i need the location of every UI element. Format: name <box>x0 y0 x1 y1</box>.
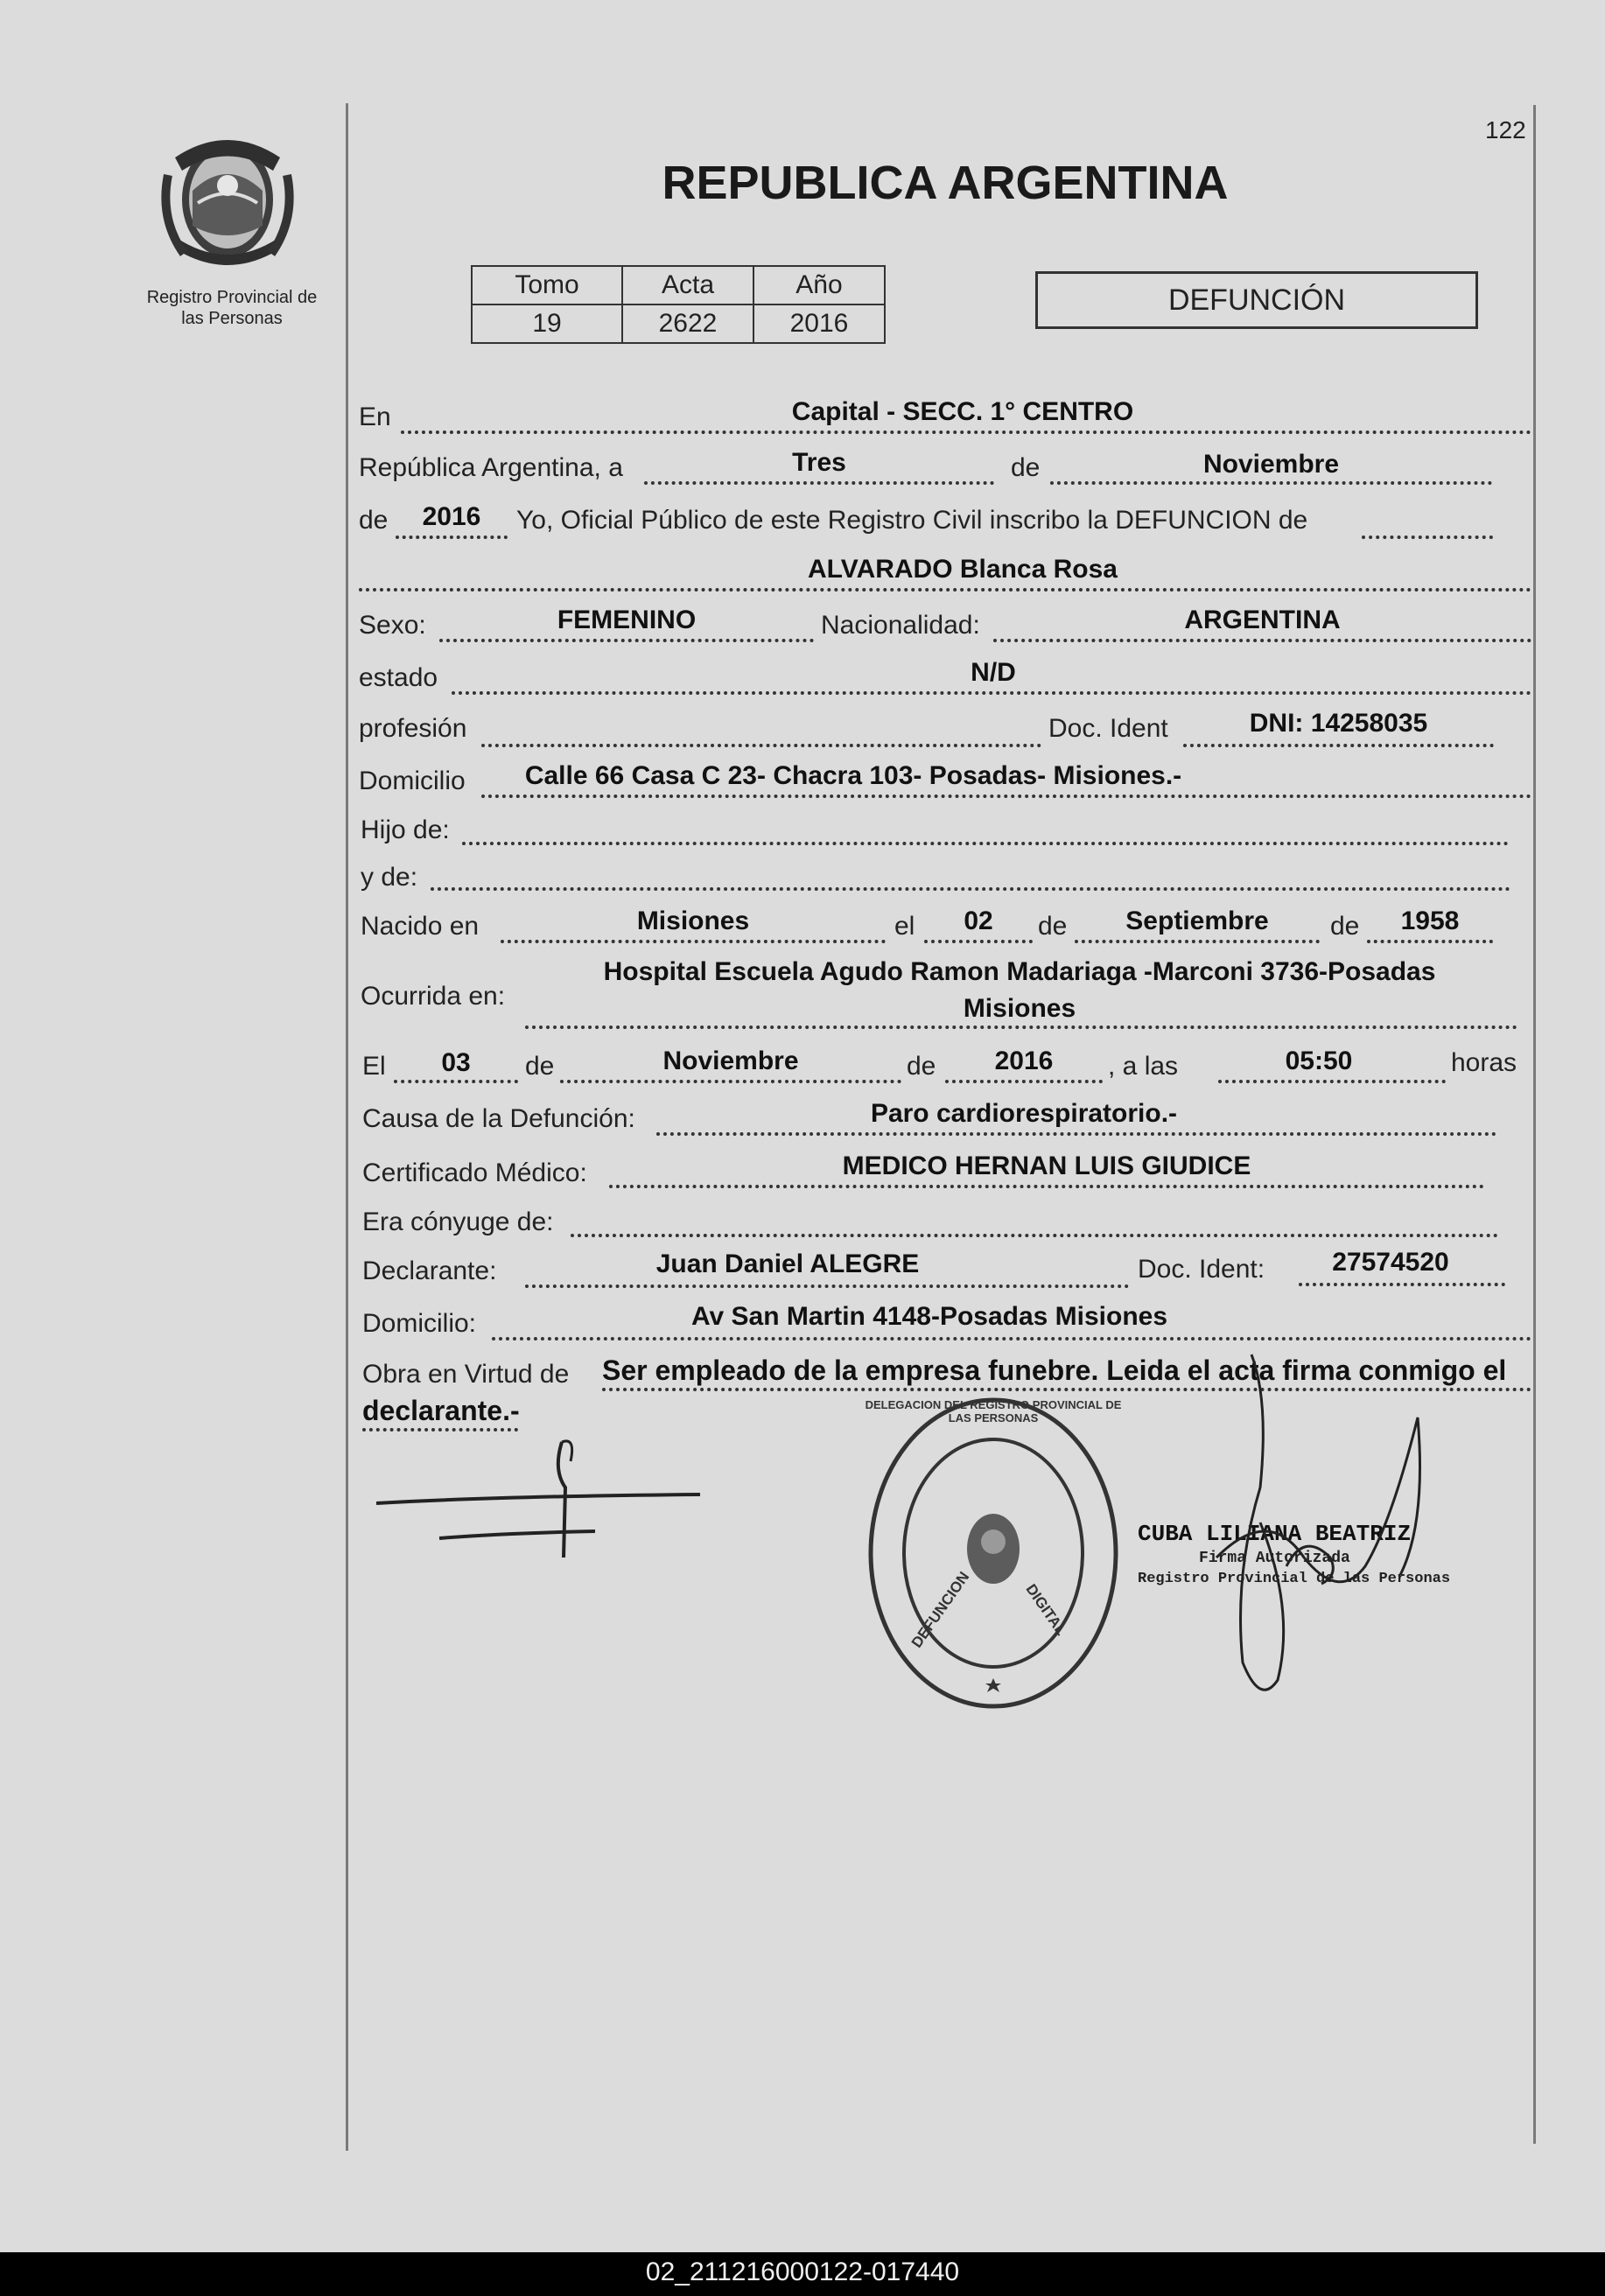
line-lugar <box>401 430 1531 434</box>
line-nombre <box>359 588 1531 592</box>
line-hijo-de <box>462 842 1509 845</box>
label-estado: estado <box>359 663 438 692</box>
label-el-def: El <box>362 1052 386 1081</box>
line-declarante <box>525 1284 1129 1288</box>
label-causa: Causa de la Defunción: <box>362 1104 635 1133</box>
line-domicilio <box>481 794 1531 798</box>
value-mes: Noviembre <box>1202 450 1340 479</box>
record-table <box>471 265 886 344</box>
table-value-anio: 2016 <box>753 304 885 343</box>
page-number: 122 <box>1485 116 1526 144</box>
line-def-hora <box>1218 1080 1446 1083</box>
value-anio: 2016 <box>422 502 481 531</box>
table-header-anio: Año <box>753 266 885 304</box>
label-obra: Obra en Virtud de <box>362 1360 570 1389</box>
label-hijo-de: Hijo de: <box>361 816 450 844</box>
line-nacido-anio <box>1367 940 1493 943</box>
label-doc-ident: Doc. Ident <box>1048 714 1168 743</box>
statement-text: Yo, Oficial Público de este Registro Civil inscribo la DEFUNCION de <box>516 506 1308 535</box>
registry-line-2: las Personas <box>181 309 283 328</box>
official-stamp <box>862 1391 1125 1715</box>
value-nacionalidad: ARGENTINA <box>1184 606 1341 634</box>
value-obra-1: Ser empleado de la empresa funebre. Leida el acta firma conmigo el <box>602 1354 1507 1386</box>
table-value-tomo: 19 <box>472 304 622 343</box>
label-declarante-doc: Doc. Ident: <box>1138 1255 1265 1284</box>
line-domicilio-declarante <box>492 1337 1531 1340</box>
label-de-anio: de <box>359 506 389 535</box>
label-certificado: Certificado Médico: <box>362 1158 587 1187</box>
label-horas: horas <box>1451 1048 1517 1077</box>
left-margin-line <box>346 103 348 2151</box>
table-header-tomo: Tomo <box>472 266 622 304</box>
label-nacionalidad: Nacionalidad: <box>821 611 980 640</box>
label-el-nacido: el <box>894 912 915 941</box>
value-declarante-doc: 27574520 <box>1332 1248 1449 1277</box>
declarant-signature <box>368 1435 718 1566</box>
page-title: REPUBLICA ARGENTINA <box>662 157 1229 209</box>
line-y-de <box>431 887 1510 891</box>
value-nacido-dia: 02 <box>964 906 993 935</box>
value-def-mes: Noviembre <box>662 1046 799 1075</box>
table-header-acta: Acta <box>622 266 753 304</box>
label-de-def-mes: de <box>525 1052 555 1081</box>
signatory-role: Firma Autorizada <box>1199 1550 1350 1567</box>
line-estado <box>452 691 1531 695</box>
line-nacido-dia <box>924 940 1033 943</box>
value-nombre: ALVARADO Blanca Rosa <box>808 555 1118 584</box>
label-ocurrida: Ocurrida en: <box>361 982 506 1011</box>
value-nacido-anio: 1958 <box>1400 906 1460 935</box>
label-nacido-en: Nacido en <box>361 912 480 941</box>
table-value-acta: 2622 <box>622 304 753 343</box>
official-signature <box>1164 1348 1444 1715</box>
value-domicilio-declarante: Av San Martin 4148-Posadas Misiones <box>690 1302 1168 1331</box>
value-doc: DNI: 14258035 <box>1249 709 1428 738</box>
stamp-inner-right: DIGITAL <box>1022 1580 1070 1639</box>
line-certificado <box>609 1185 1484 1188</box>
label-de-mes: de <box>1011 453 1041 482</box>
value-nacido-lugar: Misiones <box>636 906 750 935</box>
value-dia: Tres <box>792 448 846 477</box>
line-ocurrida <box>525 1026 1517 1029</box>
footer-code: 02_211216000122-017440 <box>645 2258 960 2286</box>
label-en: En <box>359 402 391 431</box>
value-lugar: Capital - SECC. 1° CENTRO <box>791 397 1134 426</box>
right-margin-line <box>1533 105 1536 2144</box>
line-def-anio <box>945 1080 1103 1083</box>
line-def-mes <box>560 1080 901 1083</box>
line-declarante-doc <box>1299 1283 1505 1286</box>
line-nacionalidad <box>993 639 1531 642</box>
line-conyuge <box>571 1234 1498 1237</box>
line-def-dia <box>394 1080 518 1083</box>
line-mes <box>1050 481 1492 485</box>
value-obra-2: declarante.- <box>362 1395 520 1426</box>
line-doc <box>1183 744 1494 747</box>
value-domicilio: Calle 66 Casa C 23- Chacra 103- Posadas- Misiones.- <box>524 761 1182 790</box>
value-def-hora: 05:50 <box>1285 1046 1353 1075</box>
line-profesion <box>481 744 1041 747</box>
line-sexo <box>439 639 814 642</box>
record-type-box: DEFUNCIÓN <box>1035 271 1478 329</box>
value-def-dia: 03 <box>441 1048 471 1077</box>
label-de-nacido-mes: de <box>1038 912 1068 941</box>
value-estado: N/D <box>971 658 1016 687</box>
label-sexo: Sexo: <box>359 611 426 640</box>
label-y-de: y de: <box>361 863 418 892</box>
value-nacido-mes: Septiembre <box>1125 906 1269 935</box>
label-domicilio-declarante: Domicilio: <box>362 1309 477 1338</box>
line-dia <box>644 481 994 485</box>
line-obra-2 <box>362 1428 518 1432</box>
line-statement-end <box>1362 536 1493 539</box>
label-de-nacido-anio: de <box>1330 912 1360 941</box>
provincial-seal <box>158 122 298 271</box>
value-ocurrida-1: Hospital Escuela Agudo Ramon Madariaga -Marconi 3736-Posadas <box>603 957 1436 986</box>
line-causa <box>656 1132 1496 1136</box>
signatory-name: CUBA LILIANA BEATRIZ <box>1138 1521 1412 1547</box>
value-sexo: FEMENINO <box>557 606 697 634</box>
stamp-inner-left: DEFUNCION <box>908 1568 973 1651</box>
label-domicilio: Domicilio <box>359 766 466 795</box>
label-de-def-anio: de <box>907 1052 936 1081</box>
line-anio <box>396 536 508 539</box>
value-ocurrida-2: Misiones <box>963 994 1076 1023</box>
line-nacido-lugar <box>501 940 886 943</box>
registry-name <box>123 287 341 329</box>
stamp-ring-text: DELEGACION DEL REGISTRO PROVINCIAL DE LAS PERSONAS <box>865 1398 1122 1424</box>
registry-line-1: Registro Provincial de <box>146 288 318 307</box>
label-conyuge: Era cónyuge de: <box>362 1208 554 1236</box>
value-causa: Paro cardiorespiratorio.- <box>870 1099 1178 1128</box>
label-declarante: Declarante: <box>362 1256 497 1285</box>
label-a-las: , a las <box>1108 1052 1179 1081</box>
value-def-anio: 2016 <box>994 1046 1054 1075</box>
signatory-office: Registro Provincial de las Personas <box>1138 1571 1451 1587</box>
value-declarante: Juan Daniel ALEGRE <box>655 1250 920 1278</box>
value-certificado: MEDICO HERNAN LUIS GIUDICE <box>842 1152 1251 1180</box>
line-nacido-mes <box>1075 940 1320 943</box>
label-republica: República Argentina, a <box>359 453 623 482</box>
label-profesion: profesión <box>359 714 467 743</box>
